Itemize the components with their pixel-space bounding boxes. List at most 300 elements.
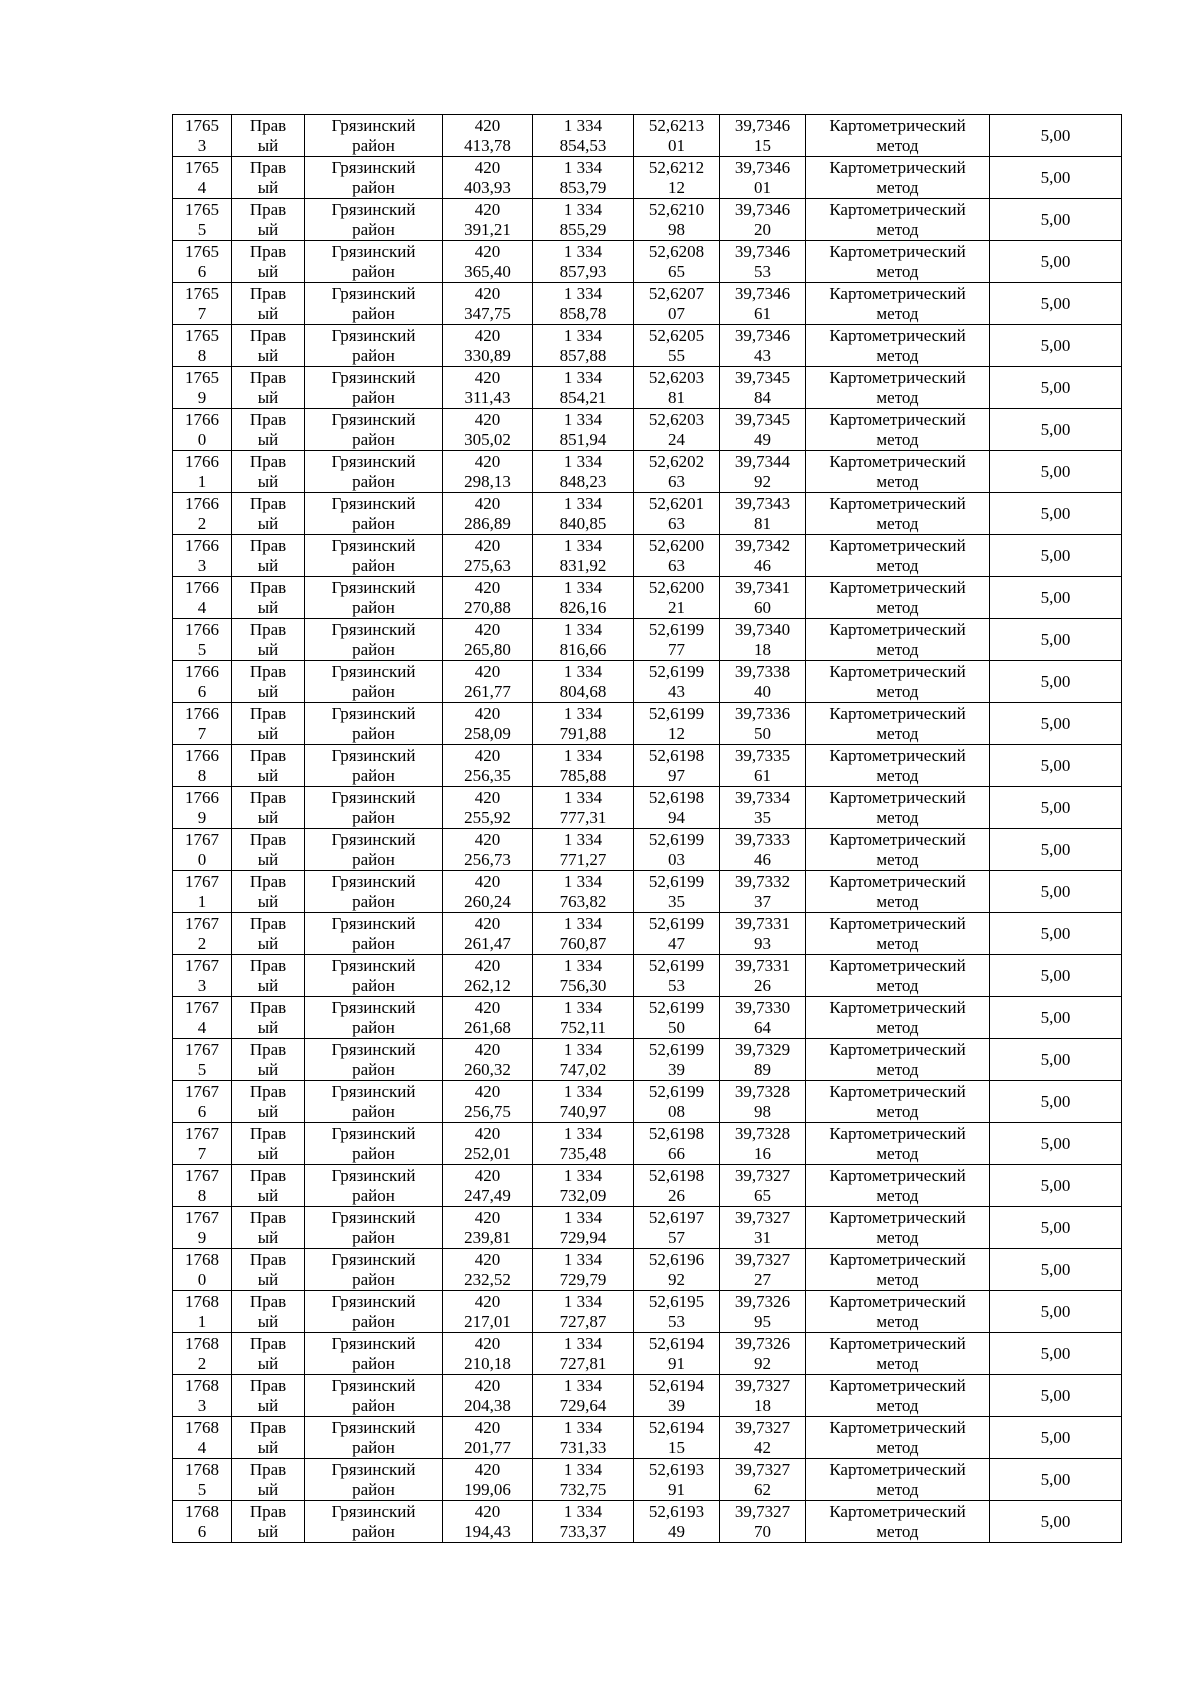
latitude-cell-line-1: 52,6198 (648, 787, 705, 807)
latitude-cell (634, 451, 720, 493)
bank-side-cell (232, 1207, 305, 1249)
coord-y-cell-line-1: 1 334 (563, 1333, 603, 1353)
latitude-cell (634, 241, 720, 283)
latitude-cell (634, 1123, 720, 1165)
bank-side-cell-line-1: Прав (249, 199, 287, 219)
coord-x-cell-line-2: 217,01 (464, 1311, 511, 1331)
longitude-cell-line-1: 39,7344 (734, 451, 791, 471)
point-number-cell (173, 1165, 232, 1207)
district-cell-line-1: Грязинский (331, 1249, 416, 1269)
coord-x-cell-line-2: 261,47 (464, 933, 511, 953)
district-cell-line-1: Грязинский (331, 1333, 416, 1353)
coord-y-cell-line-1: 1 334 (563, 787, 603, 807)
coord-y-cell-line-2: 848,23 (559, 471, 607, 491)
longitude-cell-line-2: 40 (754, 681, 771, 701)
point-number-cell-line-2: 2 (197, 513, 207, 533)
point-number-cell-line-1: 1765 (185, 367, 219, 387)
bank-side-cell-line-2: ый (257, 1143, 279, 1163)
point-number-cell-line-2: 0 (197, 1269, 207, 1289)
district-cell-line-2: район (352, 1059, 395, 1079)
coord-x-cell (443, 1375, 533, 1417)
point-number-cell-line-1: 1767 (185, 1123, 219, 1143)
latitude-cell (634, 619, 720, 661)
longitude-cell-line-2: 64 (754, 1017, 771, 1037)
latitude-cell (634, 1039, 720, 1081)
coord-x-cell-line-1: 420 (474, 115, 501, 135)
coord-y-cell (533, 1081, 634, 1123)
district-cell (305, 1333, 443, 1375)
table-row (173, 115, 1122, 157)
method-cell-line-2: метод (876, 429, 919, 449)
coord-y-cell-line-2: 854,21 (559, 387, 607, 407)
point-number-cell-line-2: 4 (197, 177, 207, 197)
longitude-cell-line-1: 39,7346 (734, 157, 791, 177)
coord-y-cell-line-1: 1 334 (563, 451, 603, 471)
coord-y-cell-line-1: 1 334 (563, 157, 603, 177)
bank-side-cell-line-1: Прав (249, 745, 287, 765)
latitude-cell (634, 1459, 720, 1501)
latitude-cell (634, 871, 720, 913)
method-cell-line-2: метод (876, 345, 919, 365)
point-number-cell-line-1: 1765 (185, 157, 219, 177)
method-cell-line-2: метод (876, 219, 919, 239)
accuracy-cell: 5,00 (990, 829, 1122, 871)
latitude-cell-line-2: 53 (668, 1311, 685, 1331)
coord-y-cell-line-2: 785,88 (559, 765, 607, 785)
point-number-cell (173, 619, 232, 661)
accuracy-cell: 5,00 (990, 1207, 1122, 1249)
latitude-cell-line-2: 53 (668, 975, 685, 995)
point-number-cell-line-2: 2 (197, 1353, 207, 1373)
bank-side-cell-line-2: ый (257, 639, 279, 659)
bank-side-cell-line-1: Прав (249, 1039, 287, 1059)
bank-side-cell (232, 409, 305, 451)
bank-side-cell-line-2: ый (257, 1185, 279, 1205)
point-number-cell-line-1: 1766 (185, 745, 219, 765)
coord-y-cell-line-1: 1 334 (563, 745, 603, 765)
bank-side-cell (232, 955, 305, 997)
method-cell-line-2: метод (876, 555, 919, 575)
point-number-cell-line-2: 7 (197, 303, 207, 323)
bank-side-cell (232, 325, 305, 367)
coord-x-cell-line-1: 420 (474, 325, 501, 345)
bank-side-cell (232, 1291, 305, 1333)
district-cell-line-1: Грязинский (331, 1291, 416, 1311)
coord-x-cell-line-2: 347,75 (464, 303, 511, 323)
bank-side-cell-line-1: Прав (249, 283, 287, 303)
bank-side-cell-line-2: ый (257, 135, 279, 155)
longitude-cell-line-1: 39,7346 (734, 283, 791, 303)
bank-side-cell-line-2: ый (257, 1311, 279, 1331)
bank-side-cell-line-1: Прав (249, 409, 287, 429)
bank-side-cell-line-2: ый (257, 1227, 279, 1247)
longitude-cell-line-2: 95 (754, 1311, 771, 1331)
method-cell (806, 325, 990, 367)
table-row (173, 1459, 1122, 1501)
longitude-cell-line-1: 39,7331 (734, 955, 791, 975)
district-cell (305, 535, 443, 577)
coord-y-cell-line-1: 1 334 (563, 955, 603, 975)
table-row (173, 409, 1122, 451)
table-row (173, 1165, 1122, 1207)
bank-side-cell-line-1: Прав (249, 241, 287, 261)
bank-side-cell-line-2: ый (257, 1353, 279, 1373)
coord-y-cell-line-1: 1 334 (563, 283, 603, 303)
longitude-cell-line-1: 39,7327 (734, 1501, 791, 1521)
district-cell (305, 1123, 443, 1165)
coord-y-cell-line-1: 1 334 (563, 493, 603, 513)
point-number-cell-line-2: 0 (197, 849, 207, 869)
longitude-cell (720, 703, 806, 745)
point-number-cell-line-2: 8 (197, 765, 207, 785)
method-cell (806, 493, 990, 535)
point-number-cell-line-1: 1766 (185, 493, 219, 513)
longitude-cell-line-1: 39,7340 (734, 619, 791, 639)
method-cell-line-2: метод (876, 1311, 919, 1331)
table-row (173, 619, 1122, 661)
latitude-cell-line-1: 52,6199 (648, 913, 705, 933)
latitude-cell-line-2: 92 (668, 1269, 685, 1289)
coord-y-cell-line-1: 1 334 (563, 1039, 603, 1059)
district-cell (305, 871, 443, 913)
coord-y-cell-line-2: 729,94 (559, 1227, 607, 1247)
table-body (173, 115, 1122, 1543)
coord-y-cell (533, 241, 634, 283)
method-cell-line-2: метод (876, 849, 919, 869)
latitude-cell-line-2: 03 (668, 849, 685, 869)
point-number-cell-line-2: 6 (197, 681, 207, 701)
district-cell-line-1: Грязинский (331, 409, 416, 429)
longitude-cell-line-2: 42 (754, 1437, 771, 1457)
bank-side-cell-line-2: ый (257, 429, 279, 449)
longitude-cell (720, 241, 806, 283)
point-number-cell (173, 115, 232, 157)
method-cell-line-2: метод (876, 765, 919, 785)
longitude-cell-line-1: 39,7335 (734, 745, 791, 765)
method-cell-line-2: метод (876, 1143, 919, 1163)
accuracy-cell: 5,00 (990, 1123, 1122, 1165)
method-cell-line-1: Картометрический (829, 1123, 966, 1143)
method-cell-line-2: метод (876, 513, 919, 533)
point-number-cell (173, 787, 232, 829)
coord-x-cell (443, 157, 533, 199)
method-cell-line-2: метод (876, 303, 919, 323)
method-cell (806, 913, 990, 955)
coord-y-cell-line-1: 1 334 (563, 1501, 603, 1521)
district-cell-line-2: район (352, 1353, 395, 1373)
latitude-cell (634, 1375, 720, 1417)
point-number-cell-line-2: 5 (197, 219, 207, 239)
bank-side-cell-line-1: Прав (249, 1333, 287, 1353)
coord-x-cell-line-1: 420 (474, 535, 501, 555)
bank-side-cell-line-2: ый (257, 177, 279, 197)
coord-x-cell-line-2: 403,93 (464, 177, 511, 197)
district-cell (305, 157, 443, 199)
point-number-cell-line-1: 1765 (185, 241, 219, 261)
point-number-cell-line-1: 1768 (185, 1417, 219, 1437)
latitude-cell-line-1: 52,6199 (648, 661, 705, 681)
coord-y-cell-line-2: 756,30 (559, 975, 607, 995)
longitude-cell-line-1: 39,7346 (734, 199, 791, 219)
longitude-cell (720, 367, 806, 409)
district-cell-line-1: Грязинский (331, 1123, 416, 1143)
district-cell-line-2: район (352, 1311, 395, 1331)
coord-x-cell-line-2: 204,38 (464, 1395, 511, 1415)
latitude-cell (634, 1501, 720, 1543)
method-cell (806, 1039, 990, 1081)
longitude-cell (720, 451, 806, 493)
accuracy-cell: 5,00 (990, 409, 1122, 451)
coord-y-cell (533, 451, 634, 493)
coord-x-cell-line-1: 420 (474, 367, 501, 387)
coord-y-cell-line-1: 1 334 (563, 367, 603, 387)
latitude-cell (634, 829, 720, 871)
longitude-cell-line-1: 39,7334 (734, 787, 791, 807)
district-cell-line-1: Грязинский (331, 661, 416, 681)
coord-y-cell (533, 1249, 634, 1291)
district-cell-line-1: Грязинский (331, 619, 416, 639)
method-cell-line-1: Картометрический (829, 1039, 966, 1059)
district-cell-line-1: Грязинский (331, 913, 416, 933)
point-number-cell-line-2: 7 (197, 1143, 207, 1163)
latitude-cell-line-2: 39 (668, 1395, 685, 1415)
bank-side-cell (232, 283, 305, 325)
point-number-cell-line-2: 3 (197, 1395, 207, 1415)
table-row (173, 787, 1122, 829)
table-row (173, 367, 1122, 409)
coord-y-cell (533, 871, 634, 913)
coord-x-cell-line-1: 420 (474, 1249, 501, 1269)
longitude-cell-line-1: 39,7328 (734, 1081, 791, 1101)
point-number-cell-line-2: 4 (197, 1437, 207, 1457)
point-number-cell (173, 451, 232, 493)
point-number-cell-line-1: 1766 (185, 619, 219, 639)
method-cell-line-1: Картометрический (829, 787, 966, 807)
method-cell (806, 577, 990, 619)
bank-side-cell-line-1: Прав (249, 1417, 287, 1437)
district-cell-line-2: район (352, 513, 395, 533)
accuracy-cell: 5,00 (990, 1081, 1122, 1123)
bank-side-cell-line-1: Прав (249, 157, 287, 177)
accuracy-cell: 5,00 (990, 955, 1122, 997)
bank-side-cell-line-1: Прав (249, 871, 287, 891)
bank-side-cell-line-2: ый (257, 1479, 279, 1499)
method-cell-line-2: метод (876, 933, 919, 953)
coord-y-cell-line-2: 853,79 (559, 177, 607, 197)
table-row (173, 535, 1122, 577)
point-number-cell (173, 1333, 232, 1375)
district-cell-line-1: Грязинский (331, 745, 416, 765)
coord-y-cell (533, 619, 634, 661)
coord-y-cell-line-1: 1 334 (563, 871, 603, 891)
point-number-cell (173, 577, 232, 619)
point-number-cell (173, 1123, 232, 1165)
district-cell-line-1: Грязинский (331, 1459, 416, 1479)
bank-side-cell-line-1: Прав (249, 1165, 287, 1185)
longitude-cell-line-1: 39,7343 (734, 493, 791, 513)
bank-side-cell (232, 115, 305, 157)
coord-x-cell-line-1: 420 (474, 619, 501, 639)
longitude-cell (720, 1081, 806, 1123)
accuracy-cell: 5,00 (990, 1291, 1122, 1333)
coord-y-cell (533, 1123, 634, 1165)
coord-x-cell (443, 367, 533, 409)
point-number-cell-line-1: 1768 (185, 1501, 219, 1521)
longitude-cell (720, 1333, 806, 1375)
district-cell-line-1: Грязинский (331, 1165, 416, 1185)
latitude-cell-line-1: 52,6200 (648, 577, 705, 597)
district-cell-line-2: район (352, 681, 395, 701)
coord-x-cell-line-1: 420 (474, 1291, 501, 1311)
latitude-cell-line-2: 77 (668, 639, 685, 659)
coord-y-cell (533, 1501, 634, 1543)
method-cell-line-1: Картометрический (829, 115, 966, 135)
district-cell (305, 1165, 443, 1207)
bank-side-cell-line-1: Прав (249, 661, 287, 681)
point-number-cell-line-1: 1768 (185, 1291, 219, 1311)
coord-x-cell-line-1: 420 (474, 1165, 501, 1185)
latitude-cell-line-2: 50 (668, 1017, 685, 1037)
bank-side-cell (232, 871, 305, 913)
point-number-cell (173, 997, 232, 1039)
point-number-cell-line-1: 1766 (185, 577, 219, 597)
latitude-cell-line-2: 49 (668, 1521, 685, 1541)
coord-y-cell-line-2: 826,16 (559, 597, 607, 617)
coord-y-cell-line-1: 1 334 (563, 1249, 603, 1269)
point-number-cell-line-1: 1768 (185, 1459, 219, 1479)
coord-x-cell (443, 1207, 533, 1249)
longitude-cell-line-2: 92 (754, 1353, 771, 1373)
longitude-cell (720, 283, 806, 325)
coord-x-cell (443, 955, 533, 997)
method-cell (806, 1333, 990, 1375)
coord-x-cell-line-1: 420 (474, 199, 501, 219)
point-number-cell (173, 409, 232, 451)
method-cell (806, 1165, 990, 1207)
coord-y-cell (533, 325, 634, 367)
bank-side-cell-line-1: Прав (249, 1249, 287, 1269)
point-number-cell (173, 535, 232, 577)
coord-x-cell (443, 535, 533, 577)
point-number-cell (173, 241, 232, 283)
coord-y-cell-line-2: 763,82 (559, 891, 607, 911)
latitude-cell (634, 493, 720, 535)
method-cell (806, 157, 990, 199)
accuracy-cell: 5,00 (990, 115, 1122, 157)
latitude-cell (634, 787, 720, 829)
district-cell-line-1: Грязинский (331, 157, 416, 177)
longitude-cell (720, 325, 806, 367)
longitude-cell (720, 577, 806, 619)
bank-side-cell-line-1: Прав (249, 1291, 287, 1311)
method-cell (806, 829, 990, 871)
latitude-cell (634, 577, 720, 619)
latitude-cell-line-1: 52,6193 (648, 1459, 705, 1479)
coord-y-cell-line-2: 857,93 (559, 261, 607, 281)
coord-y-cell (533, 1417, 634, 1459)
coord-x-cell (443, 1249, 533, 1291)
latitude-cell (634, 703, 720, 745)
district-cell (305, 955, 443, 997)
coord-x-cell-line-1: 420 (474, 1123, 501, 1143)
coord-y-cell-line-1: 1 334 (563, 535, 603, 555)
accuracy-cell: 5,00 (990, 577, 1122, 619)
coord-x-cell-line-2: 311,43 (464, 387, 511, 407)
district-cell-line-2: район (352, 765, 395, 785)
method-cell (806, 199, 990, 241)
district-cell-line-1: Грязинский (331, 703, 416, 723)
method-cell (806, 745, 990, 787)
bank-side-cell-line-2: ый (257, 261, 279, 281)
table-row (173, 157, 1122, 199)
coord-y-cell (533, 745, 634, 787)
method-cell-line-1: Картометрический (829, 199, 966, 219)
latitude-cell-line-1: 52,6199 (648, 871, 705, 891)
method-cell (806, 535, 990, 577)
accuracy-cell: 5,00 (990, 1375, 1122, 1417)
point-number-cell (173, 1375, 232, 1417)
table-row (173, 493, 1122, 535)
longitude-cell-line-1: 39,7329 (734, 1039, 791, 1059)
coord-x-cell-line-1: 420 (474, 997, 501, 1017)
latitude-cell-line-2: 12 (668, 177, 685, 197)
accuracy-cell: 5,00 (990, 997, 1122, 1039)
coord-y-cell-line-1: 1 334 (563, 1375, 603, 1395)
latitude-cell-line-2: 15 (668, 1437, 685, 1457)
coord-y-cell-line-2: 760,87 (559, 933, 607, 953)
district-cell (305, 1081, 443, 1123)
point-number-cell-line-1: 1767 (185, 1165, 219, 1185)
longitude-cell-line-1: 39,7345 (734, 367, 791, 387)
longitude-cell (720, 745, 806, 787)
coord-x-cell (443, 703, 533, 745)
point-number-cell-line-1: 1766 (185, 661, 219, 681)
method-cell (806, 871, 990, 913)
bank-side-cell-line-2: ый (257, 765, 279, 785)
accuracy-cell: 5,00 (990, 199, 1122, 241)
latitude-cell (634, 661, 720, 703)
longitude-cell-line-1: 39,7332 (734, 871, 791, 891)
coord-x-cell-line-1: 420 (474, 409, 501, 429)
district-cell (305, 1291, 443, 1333)
district-cell-line-2: район (352, 933, 395, 953)
coord-x-cell-line-2: 413,78 (464, 135, 511, 155)
coord-x-cell-line-2: 265,80 (464, 639, 511, 659)
coordinates-table (172, 114, 1122, 1543)
coord-y-cell-line-2: 727,87 (559, 1311, 607, 1331)
method-cell-line-2: метод (876, 261, 919, 281)
method-cell (806, 409, 990, 451)
bank-side-cell-line-2: ый (257, 1101, 279, 1121)
district-cell-line-2: район (352, 1227, 395, 1247)
method-cell-line-1: Картометрический (829, 1249, 966, 1269)
district-cell (305, 1459, 443, 1501)
latitude-cell-line-2: 39 (668, 1059, 685, 1079)
bank-side-cell-line-1: Прав (249, 997, 287, 1017)
point-number-cell-line-1: 1765 (185, 115, 219, 135)
method-cell (806, 1291, 990, 1333)
longitude-cell-line-1: 39,7326 (734, 1333, 791, 1353)
district-cell-line-1: Грязинский (331, 787, 416, 807)
point-number-cell (173, 913, 232, 955)
point-number-cell-line-1: 1766 (185, 409, 219, 429)
bank-side-cell (232, 493, 305, 535)
district-cell-line-1: Грязинский (331, 493, 416, 513)
coord-x-cell-line-2: 261,68 (464, 1017, 511, 1037)
method-cell-line-1: Картометрический (829, 703, 966, 723)
longitude-cell-line-2: 46 (754, 555, 771, 575)
method-cell-line-1: Картометрический (829, 745, 966, 765)
